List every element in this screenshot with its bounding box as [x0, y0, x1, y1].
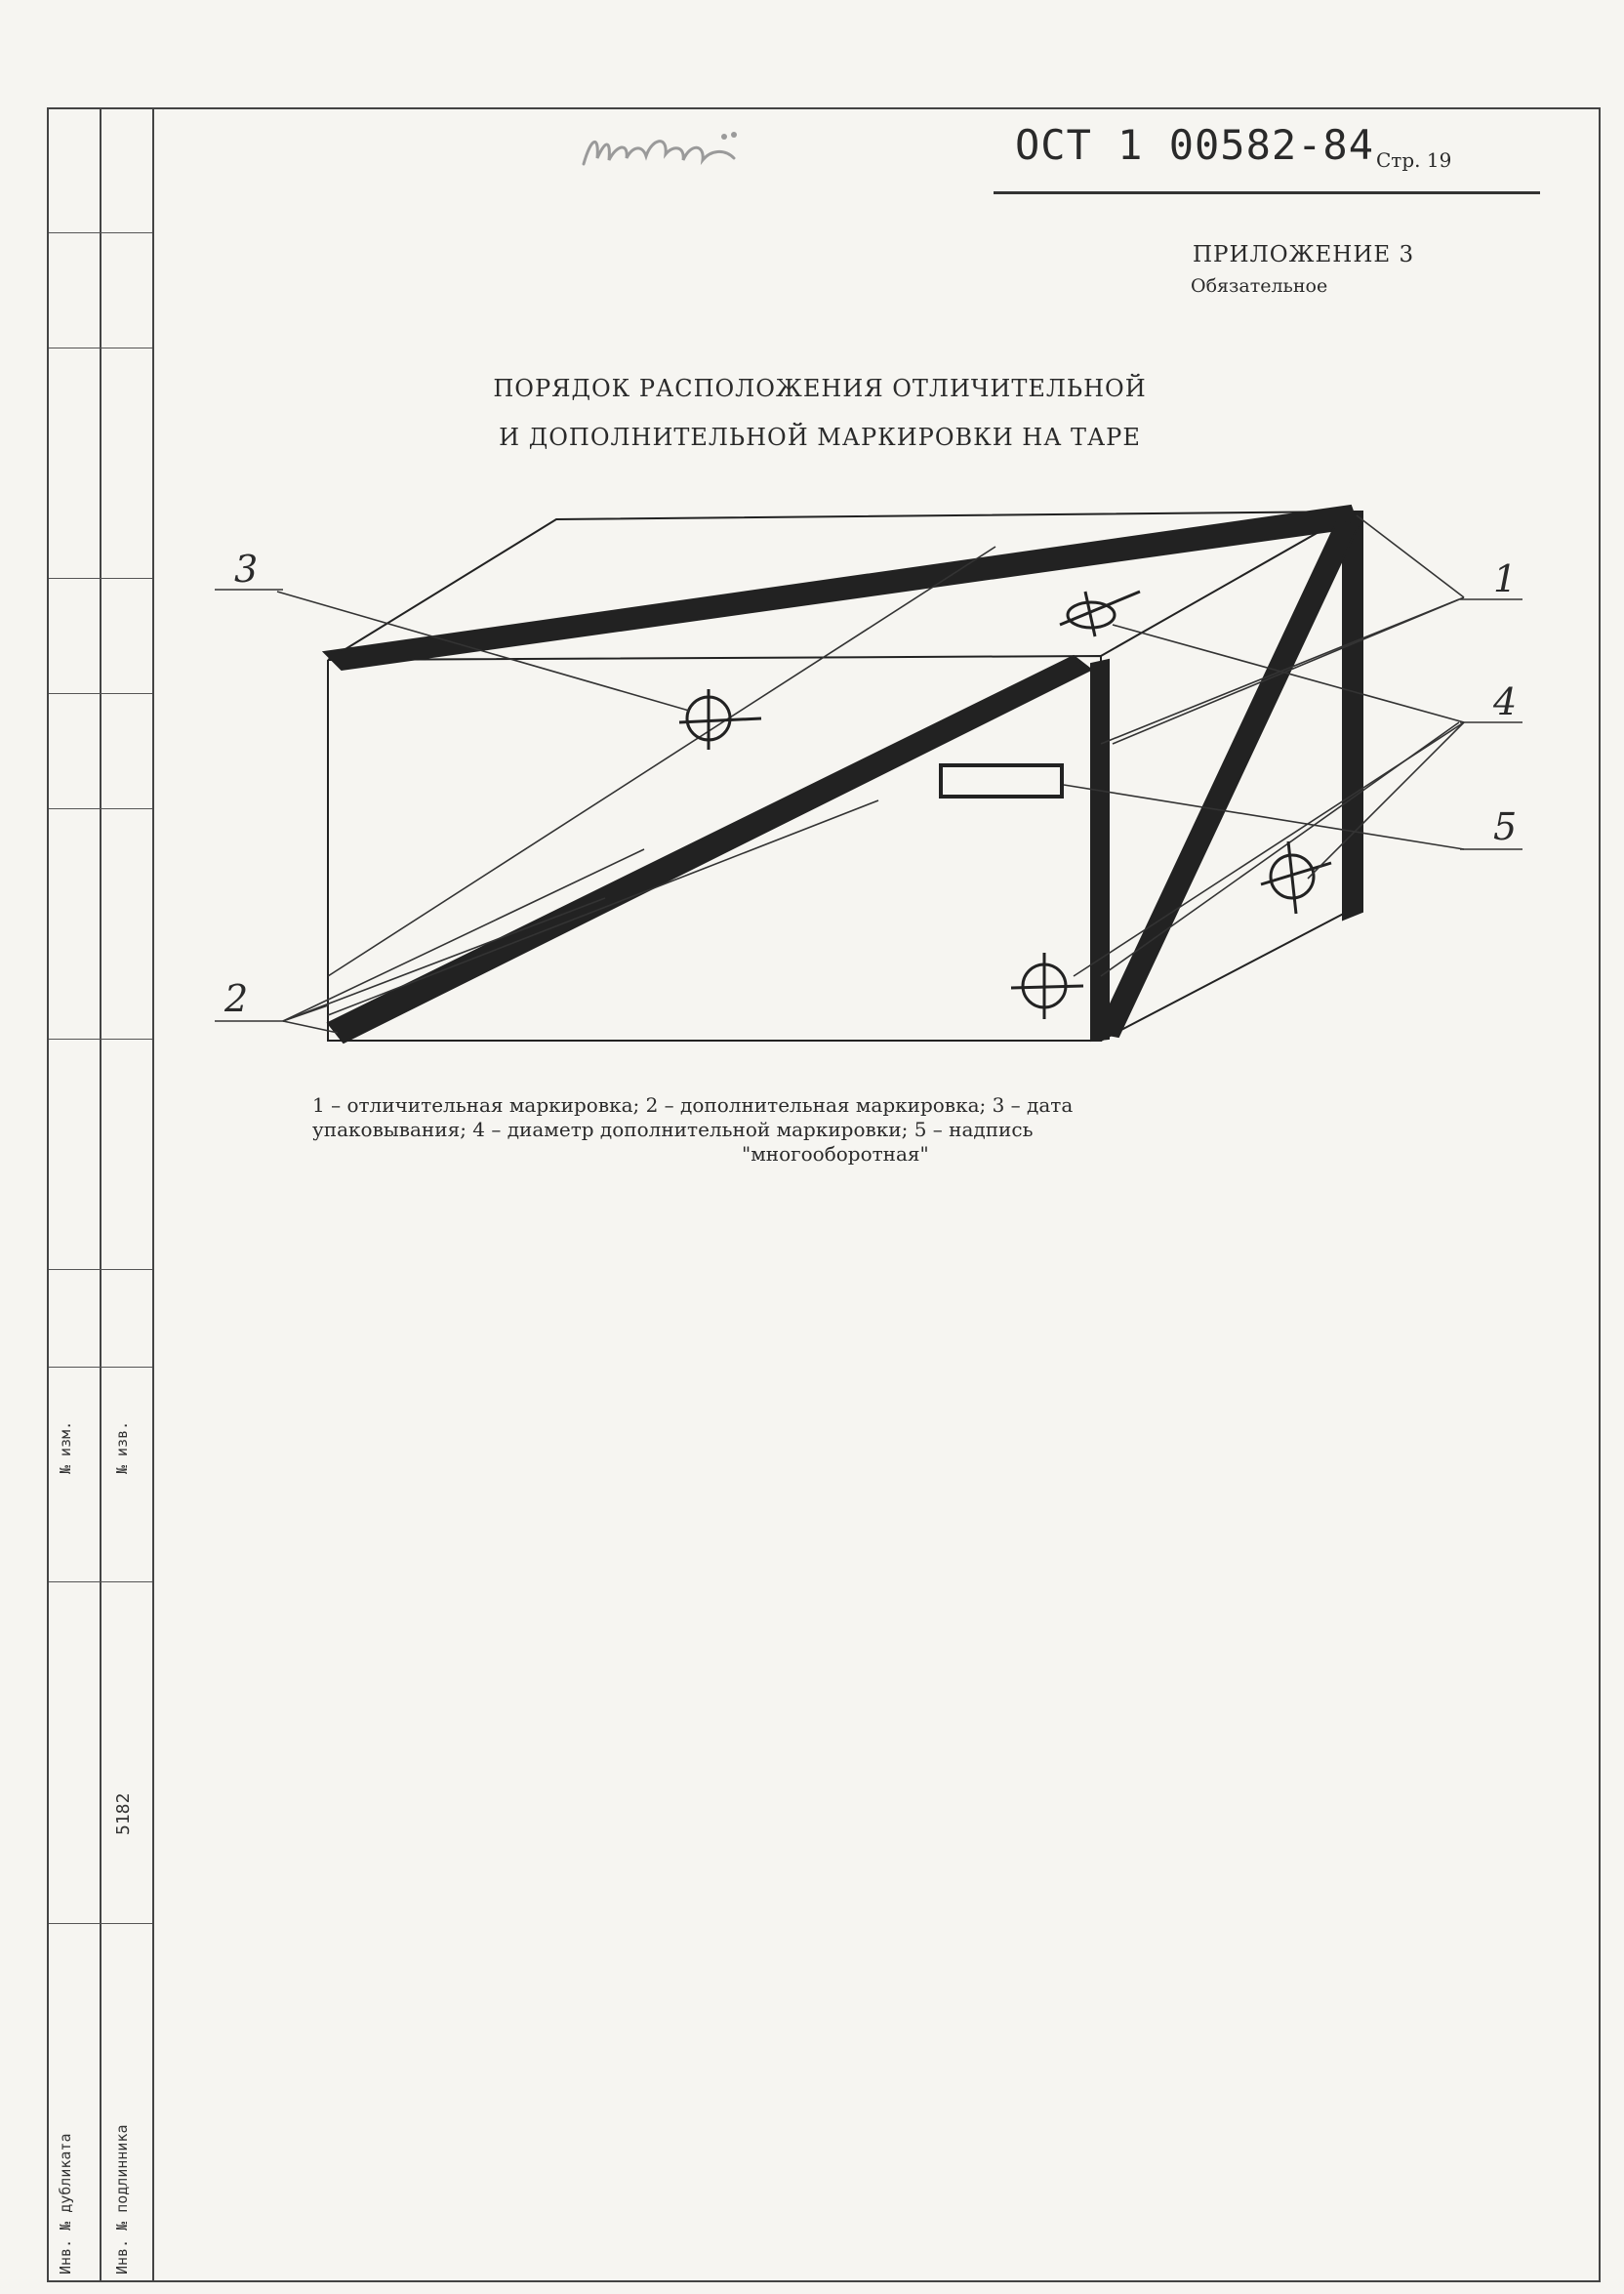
title-line-2: И ДОПОЛНИТЕЛЬНОЙ МАРКИРОВКИ НА ТАРЕ: [499, 424, 1141, 451]
marking-band-front-vertical: [1091, 660, 1109, 1041]
label-plate: [941, 765, 1062, 797]
marking-band-back: [1343, 512, 1362, 920]
leader-line-4: [1074, 722, 1464, 976]
strip-label-izm: № изм.: [57, 1420, 74, 1474]
callout-3: 3: [234, 548, 259, 591]
caption-line-2: упаковывания; 4 – диаметр дополнительной маркировки; 5 – надпись: [312, 1118, 1034, 1141]
strip-label-inv-podl: Инв. № подлинника: [113, 2124, 131, 2274]
callout-1: 1: [1493, 557, 1518, 600]
callout-2: 2: [224, 977, 249, 1020]
callout-4: 4: [1493, 680, 1518, 723]
strip-number: 5182: [113, 1792, 134, 1835]
appendix-label: ПРИЛОЖЕНИЕ 3: [1193, 242, 1415, 267]
caption-line-3: "многооборотная": [742, 1142, 929, 1166]
caption-line-1: 1 – отличительная маркировка; 2 – дополнительная маркировка; 3 – дата: [312, 1093, 1074, 1117]
guide-line: [328, 800, 878, 1015]
page-number: Стр. 19: [1376, 148, 1452, 172]
document-number: ОСТ 1 00582-84: [1015, 121, 1375, 169]
leader-line-4: [1308, 722, 1464, 879]
leader-line-5: [1064, 785, 1464, 849]
strip-label-inv-dubl: Инв. № дубликата: [57, 2133, 74, 2274]
strip-label-izv: № изв.: [113, 1420, 131, 1474]
appendix-status: Обязательное: [1191, 275, 1328, 297]
leader-line-2: [283, 849, 644, 1021]
crate-marking-diagram: [0, 0, 1624, 1074]
figure-caption: [312, 1093, 1386, 1142]
marking-band-side-diagonal: [1097, 521, 1359, 1037]
leader-line-1: [1357, 515, 1464, 597]
callout-5: 5: [1493, 805, 1518, 848]
leader-line-2: [283, 898, 605, 1021]
title-line-1: ПОРЯДОК РАСПОЛОЖЕНИЯ ОТЛИЧИТЕЛЬНОЙ: [493, 375, 1147, 402]
